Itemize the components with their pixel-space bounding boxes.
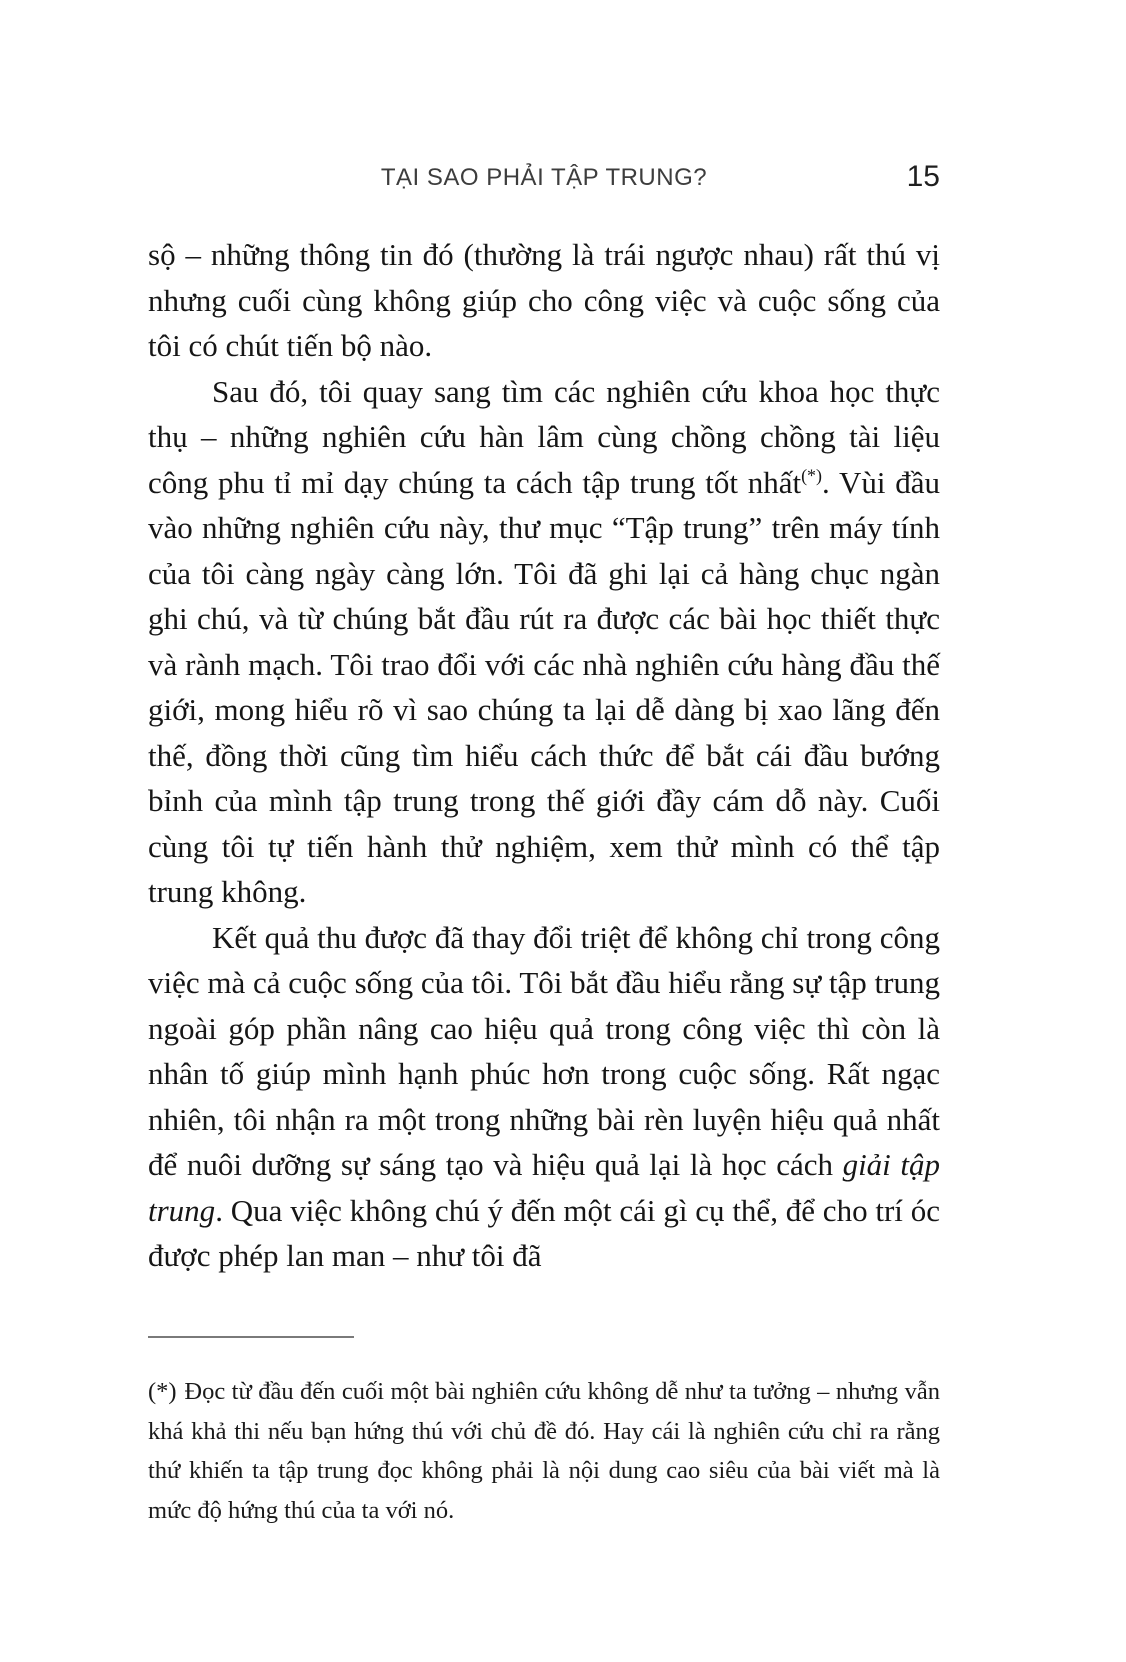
page-number: 15	[906, 160, 940, 193]
footnote-marker: (*)	[148, 1378, 177, 1405]
paragraph-2	[148, 369, 940, 915]
paragraph-2-text-b: . Vùi đầu vào những nghiên cứu này, thư mục “Tập trung” trên máy tính của tôi càng ngày càng lớn. Tôi đã ghi lại cả hàng chục ngàn ghi chú, và từ chúng bắt đầu rút ra được các bài học thiết thực và rành mạch. Tôi trao đổi với các nhà nghiên cứu hàng đầu thế giới, mong hiểu rõ vì sao chúng ta lại dễ dàng bị xao lãng đến thế, đồng thời cũng tìm hiểu cách thức để bắt cái đầu bướng bỉnh của mình tập trung trong thế giới đầy cám dỗ này. Cuối cùng tôi tự tiến hành thử nghiệm, xem thử mình có thể tập trung không.	[148, 464, 940, 909]
footnote-text: Đọc từ đầu đến cuối một bài nghiên cứu không dễ như ta tưởng – nhưng vẫn khá khả thi nếu bạn hứng thú với chủ đề đó. Hay cái là nghiên cứu chỉ ra rằng thứ khiến ta tập trung đọc không phải là nội dung cao siêu của bài viết mà là mức độ hứng thú của ta với nó.	[148, 1378, 940, 1524]
paragraph-1	[148, 232, 940, 369]
paragraph-3-text-a: Kết quả thu được đã thay đổi triệt để không chỉ trong công việc mà cả cuộc sống của tôi. Tôi bắt đầu hiểu rằng sự tập trung ngoài góp phần nâng cao hiệu quả trong công việc thì còn là nhân tố giúp mình hạnh phúc hơn trong cuộc sống. Rất ngạc nhiên, tôi nhận ra một trong những bài rèn luyện hiệu quả nhất để nuôi dưỡng sự sáng tạo và hiệu quả lại là học cách	[148, 919, 940, 1182]
footnote-reference-marker: (*)	[801, 465, 823, 486]
paragraph-3-text-b: . Qua việc không chú ý đến một cái gì cụ thể, để cho trí óc được phép lan man – như tôi đã	[148, 1192, 940, 1273]
running-header-title: TẠI SAO PHẢI TẬP TRUNG?	[380, 164, 708, 191]
footnote-separator	[148, 1336, 354, 1338]
italic-phrase: giải tập trung	[148, 1147, 940, 1228]
paragraph-2-text-a: Sau đó, tôi quay sang tìm các nghiên cứu khoa học thực thụ – những nghiên cứu hàn lâm cùng chồng chồng tài liệu công phu tỉ mỉ dạy chúng ta cách tập trung tốt nhất	[148, 373, 940, 500]
paragraph-3	[148, 915, 940, 1279]
page-header	[148, 160, 940, 202]
paragraph-1-text: sộ – những thông tin đó (thường là trái ngược nhau) rất thú vị nhưng cuối cùng không giúp cho công việc và cuộc sống của tôi có chút tiến bộ nào.	[148, 237, 940, 363]
footnote	[148, 1372, 940, 1530]
body-text	[148, 232, 940, 1279]
